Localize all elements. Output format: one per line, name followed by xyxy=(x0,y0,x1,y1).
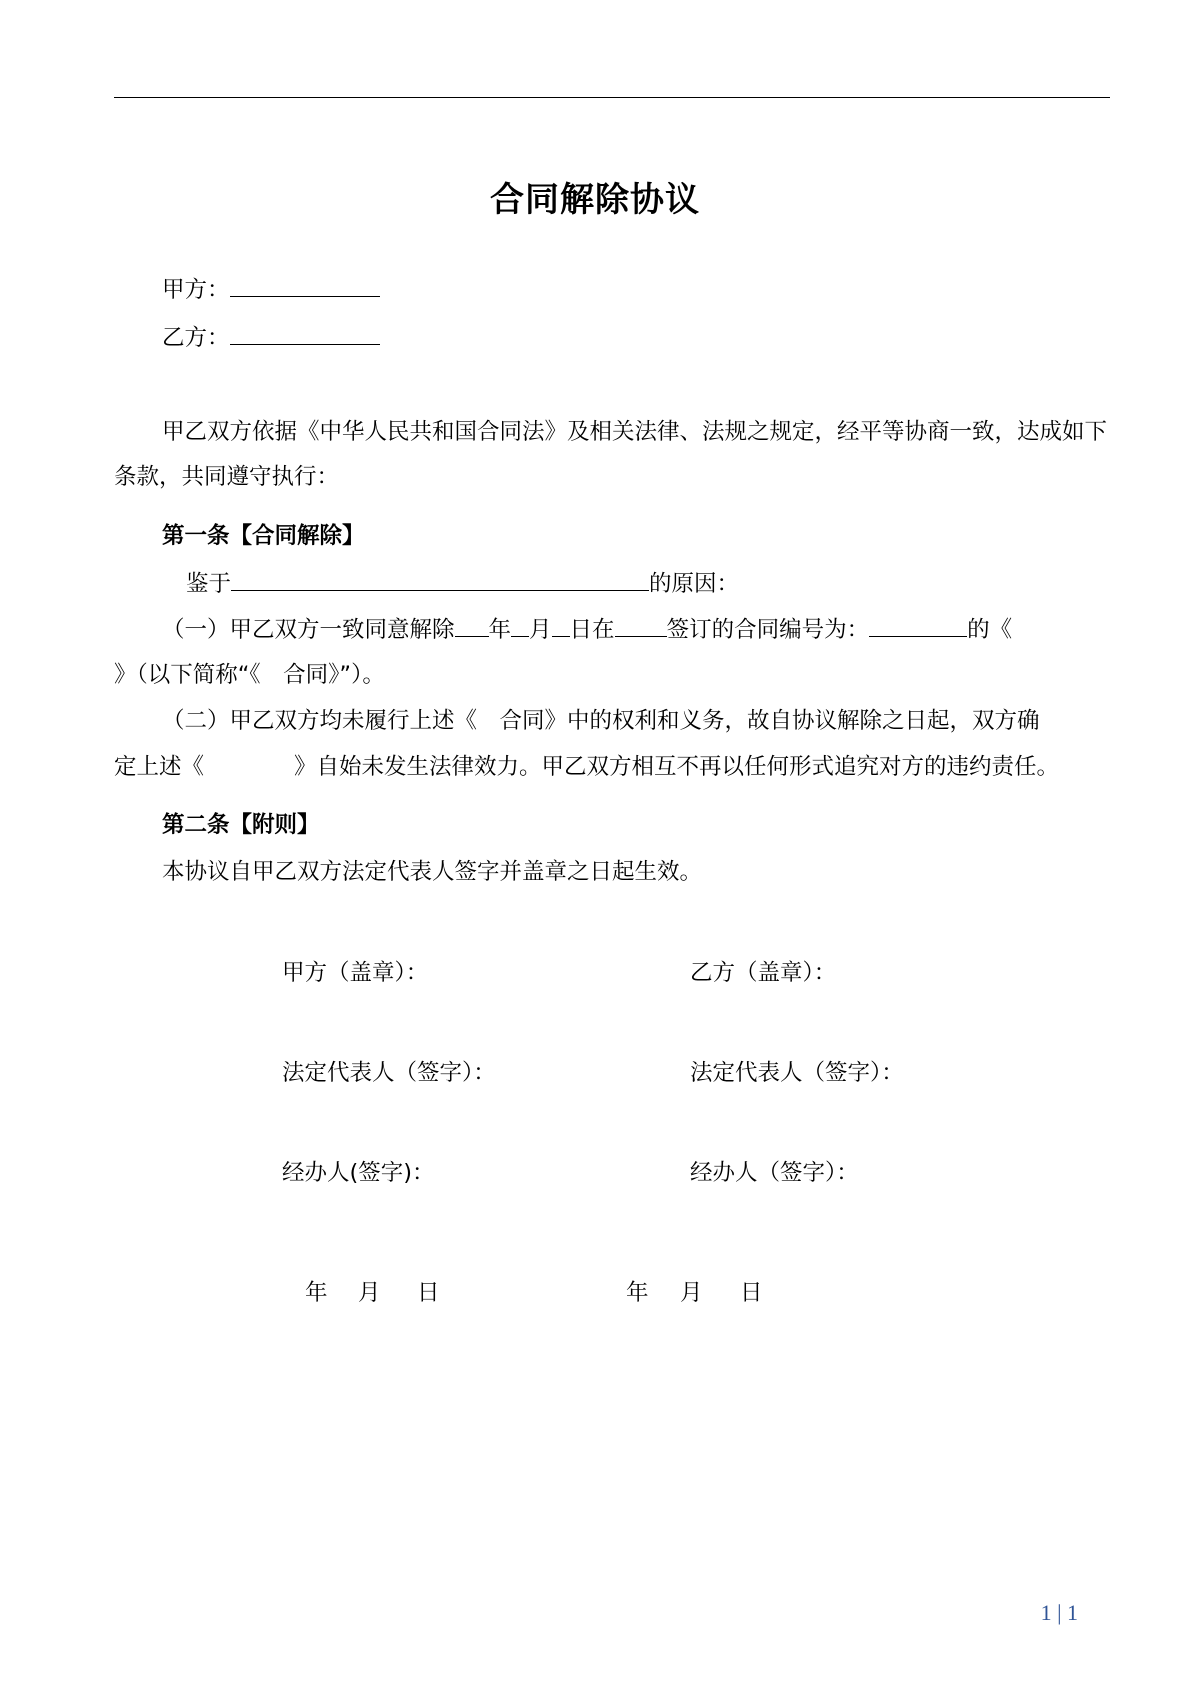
party-a-seal-label: 甲方（盖章）： xyxy=(282,960,429,986)
contract-number-blank xyxy=(869,614,967,637)
clause1-of: 的《 xyxy=(967,617,1013,643)
clause1-day: 日在 xyxy=(569,617,615,643)
reason-prefix: 鉴于 xyxy=(186,571,232,597)
party-b-date-month: 月 xyxy=(680,1280,703,1306)
party-a-rep-label: 法定代表人（签字）： xyxy=(282,1060,496,1086)
month-blank xyxy=(511,614,529,637)
intro-paragraph: 甲乙双方依据《中华人民共和国合同法》及相关法律、法规之规定，经平等协商一致，达成如下条款，共同遵守执行： xyxy=(114,419,1108,490)
party-b-line xyxy=(162,322,380,353)
place-blank xyxy=(615,614,667,637)
party-b-date-day: 日 xyxy=(740,1280,763,1306)
party-b-date-year: 年 xyxy=(626,1280,649,1306)
party-b-blank xyxy=(230,322,380,345)
article1-heading: 第一条【合同解除】 xyxy=(162,523,365,549)
party-a-date-year: 年 xyxy=(305,1280,328,1306)
article2-text: 本协议自甲乙双方法定代表人签字并盖章之日起生效。 xyxy=(162,859,703,885)
party-b-handler-label: 经办人（签字）： xyxy=(690,1160,859,1186)
party-a-label: 甲方： xyxy=(162,277,230,303)
year-blank xyxy=(455,614,489,637)
document-title: 合同解除协议 xyxy=(490,180,700,220)
clause1-line1 xyxy=(162,614,1012,645)
party-a-date-month: 月 xyxy=(358,1280,381,1306)
party-a-handler-label: 经办人(签字)： xyxy=(282,1160,435,1186)
article2-heading: 第二条【附则】 xyxy=(162,812,320,838)
clause1-year: 年 xyxy=(488,617,512,643)
day-blank xyxy=(552,614,570,637)
clause1-signed: 签订的合同编号为： xyxy=(666,617,870,643)
clause2-line2: 定上述《 》自始未发生法律效力。甲乙双方相互不再以任何形式追究对方的违约责任。 xyxy=(114,754,1060,780)
clause1-line2: 》（以下简称“《 合同》”）。 xyxy=(114,662,385,688)
clause1-month: 月 xyxy=(529,617,552,643)
party-a-blank xyxy=(230,274,380,297)
party-a-date-day: 日 xyxy=(417,1280,440,1306)
clause1-intro: （一）甲乙双方一致同意解除 xyxy=(162,617,455,643)
party-a-line xyxy=(162,274,380,305)
reason-suffix: 的原因： xyxy=(649,571,740,597)
party-b-label: 乙方： xyxy=(162,325,230,351)
clause2-line1: （二）甲乙双方均未履行上述《 合同》中的权利和义务，故自协议解除之日起，双方确 xyxy=(162,708,1040,734)
header-rule xyxy=(114,97,1110,98)
reason-blank xyxy=(231,568,649,591)
party-b-rep-label: 法定代表人（签字）： xyxy=(690,1060,904,1086)
page-number: 1 | 1 xyxy=(1040,1600,1078,1625)
reason-line xyxy=(186,568,739,599)
party-b-seal-label: 乙方（盖章）： xyxy=(690,960,837,986)
